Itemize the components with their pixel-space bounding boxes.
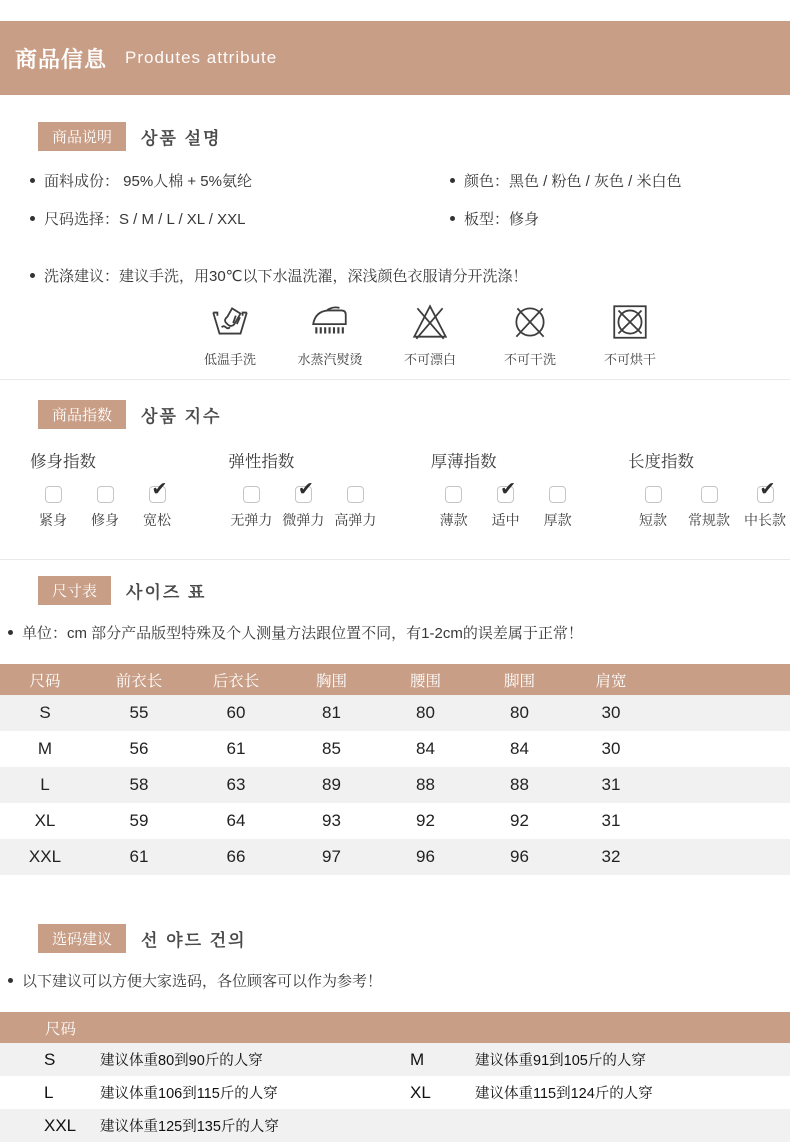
cell: 58	[129, 775, 149, 794]
cell: 80	[416, 703, 435, 722]
cell: 61	[226, 739, 246, 758]
description-korean-title: 상품 설명	[141, 129, 222, 148]
section-head-description	[0, 122, 790, 151]
index-option	[535, 486, 581, 530]
bullet-washing	[0, 265, 790, 286]
table-row	[0, 1076, 790, 1109]
care-label: 不可干洗	[503, 352, 556, 367]
size-table-badge: 尺寸表	[38, 576, 111, 605]
option-label: 厚款	[543, 512, 572, 528]
cell: 61	[129, 847, 149, 866]
col-header-filler	[655, 664, 790, 695]
bullet-text: 尺码选择：S / M / L / XL / XXL	[44, 211, 246, 228]
advice-cell: 建议体重106到115斤的人穿	[100, 1086, 278, 1102]
cell: 85	[322, 739, 341, 758]
cell: 96	[416, 847, 435, 866]
cell: 88	[510, 775, 529, 794]
advice-cell: 建议体重80到90斤的人穿	[100, 1053, 263, 1069]
advice-korean-title: 선 야드 건의	[141, 931, 247, 950]
cell: L	[40, 775, 50, 794]
option-label: 短款	[639, 512, 667, 528]
care-item	[590, 301, 670, 368]
cell-filler	[655, 839, 790, 875]
note-text: 单位：cm 部分产品版型特殊及个人测量方法跟位置不同，有1-2cm的误差属于正常！	[22, 625, 583, 642]
checkbox-icon[interactable]	[445, 486, 462, 503]
cell: 66	[226, 847, 246, 866]
index-option	[483, 486, 529, 530]
bullet-icon	[30, 273, 35, 278]
cell: 30	[601, 703, 621, 722]
col-header: 腰围	[379, 664, 472, 695]
bullet-icon	[8, 630, 13, 635]
option-label: 宽松	[143, 512, 171, 528]
table-row	[0, 767, 790, 803]
bullet-icon	[30, 216, 35, 221]
advice-note	[0, 970, 790, 991]
index-group-title: 弹性指数	[228, 453, 295, 471]
checkbox-icon[interactable]	[701, 486, 718, 503]
care-label: 不可漂白	[403, 352, 456, 367]
table-row	[0, 695, 790, 731]
section-divider	[0, 559, 790, 560]
cell: 97	[322, 847, 341, 866]
cell: M	[37, 739, 53, 758]
checkbox-icon[interactable]	[149, 486, 166, 503]
cell-filler	[655, 731, 790, 767]
index-group-title: 长度指数	[628, 453, 694, 471]
bullet-text: 面料成份： 95%人棉 + 5%氨纶	[44, 173, 252, 190]
steam-iron-icon	[309, 301, 351, 343]
option-label: 常规款	[688, 512, 730, 528]
care-item	[190, 301, 270, 368]
care-item	[490, 301, 570, 368]
index-option	[280, 486, 326, 530]
size-table	[0, 664, 790, 875]
size-cell: XXL	[44, 1115, 77, 1135]
index-group-fit	[30, 448, 228, 530]
banner-title-en: Produtes attribute	[125, 48, 278, 67]
cell: S	[39, 703, 51, 722]
section-divider	[0, 379, 790, 380]
index-option	[228, 486, 274, 530]
index-group-thickness	[431, 448, 628, 530]
size-table-note	[0, 622, 790, 643]
col-header: 后衣长	[188, 664, 284, 695]
index-option	[30, 486, 76, 530]
cell: 31	[601, 811, 621, 830]
size-cell: L	[44, 1082, 54, 1102]
description-bullets	[0, 170, 790, 229]
col-header: 前衣长	[90, 664, 188, 695]
cell: 81	[322, 703, 341, 722]
checkbox-icon[interactable]	[45, 486, 62, 503]
col-header: 脚围	[472, 664, 567, 695]
care-label: 水蒸汽熨烫	[297, 352, 363, 367]
cell: 60	[226, 703, 246, 722]
size-table-korean-title: 사이즈 표	[126, 583, 207, 602]
page-banner	[0, 21, 790, 95]
section-head-advice	[0, 924, 790, 953]
option-label: 薄款	[439, 512, 468, 528]
bullet-icon	[450, 178, 455, 183]
option-label: 高弹力	[334, 512, 377, 528]
cell: 88	[416, 775, 435, 794]
bullet-fabric	[30, 170, 450, 191]
cell: 92	[416, 811, 435, 830]
description-badge: 商品说明	[38, 122, 126, 151]
index-option	[82, 486, 128, 530]
advice-cell: 建议体重91到105斤的人穿	[475, 1053, 646, 1069]
no-tumble-dry-icon	[609, 301, 651, 343]
cell: 31	[601, 775, 621, 794]
cell: 30	[601, 739, 621, 758]
advice-header-row	[0, 1012, 790, 1043]
care-icons-row	[190, 301, 670, 368]
bullet-sizes	[30, 208, 450, 229]
bullet-icon	[30, 178, 35, 183]
index-option	[740, 486, 790, 530]
cell: 55	[129, 703, 149, 722]
bullet-fit	[450, 208, 790, 229]
table-row	[0, 1109, 790, 1142]
index-badge: 商品指数	[38, 400, 126, 429]
bullet-text: 洗涤建议：建议手洗，用30℃以下水温洗濯，深浅颜色衣服请分开洗涤！	[44, 268, 528, 285]
option-label: 紧身	[39, 512, 67, 528]
no-bleach-icon	[409, 301, 451, 343]
table-row	[0, 1043, 790, 1076]
care-item	[290, 301, 370, 368]
cell: 63	[226, 775, 246, 794]
cell-filler	[655, 803, 790, 839]
index-option	[684, 486, 734, 530]
cell: XXL	[28, 847, 62, 866]
advice-table	[0, 1012, 790, 1142]
size-cell: XL	[410, 1082, 431, 1102]
size-cell: M	[410, 1049, 425, 1069]
section-head-index	[0, 400, 790, 429]
banner-title-cn: 商品信息	[15, 46, 108, 72]
cell: 59	[129, 811, 149, 830]
option-label: 无弹力	[230, 512, 273, 528]
cell: 56	[129, 739, 149, 758]
care-label: 低温手洗	[203, 352, 256, 367]
cell: 84	[510, 739, 529, 758]
cell: 96	[510, 847, 529, 866]
checkbox-icon[interactable]	[757, 486, 774, 503]
option-label: 适中	[491, 512, 520, 528]
index-group-length	[628, 448, 790, 530]
index-korean-title: 상품 지수	[141, 407, 222, 426]
cell: 93	[322, 811, 341, 830]
bullet-icon	[450, 216, 455, 221]
index-group-title: 修身指数	[30, 453, 96, 471]
cell: 64	[226, 811, 246, 830]
cell: 92	[510, 811, 529, 830]
option-label: 修身	[91, 512, 119, 528]
index-group-elastic	[228, 448, 430, 530]
index-groups	[0, 448, 790, 530]
checkbox-icon[interactable]	[549, 486, 566, 503]
advice-cell: 建议体重115到124斤的人穿	[475, 1086, 653, 1102]
checkbox-icon[interactable]	[645, 486, 662, 503]
col-header: 尺码	[0, 1012, 790, 1043]
care-label: 不可烘干	[603, 352, 656, 367]
table-row	[0, 731, 790, 767]
bullet-icon	[8, 978, 13, 983]
cell: 32	[601, 847, 621, 866]
hand-wash-icon	[209, 301, 251, 343]
option-label: 微弹力	[282, 512, 325, 528]
bullet-text: 板型：修身	[464, 211, 540, 228]
index-group-title: 厚薄指数	[430, 453, 497, 471]
bullet-color	[450, 170, 790, 191]
size-table-header-row	[0, 664, 790, 695]
size-cell	[410, 1109, 475, 1142]
checkbox-icon[interactable]	[243, 486, 260, 503]
table-row	[0, 803, 790, 839]
top-spacer	[0, 0, 790, 21]
note-text: 以下建议可以方便大家选码，各位顾客可以作为参考！	[22, 973, 383, 990]
cell-filler	[655, 767, 790, 803]
index-option	[332, 486, 378, 530]
no-dry-clean-icon	[509, 301, 551, 343]
cell: XL	[34, 811, 56, 830]
cell: 80	[510, 703, 529, 722]
checkbox-icon[interactable]	[497, 486, 514, 503]
advice-cell: 建议体重125到135斤的人穿	[100, 1119, 279, 1135]
checkbox-icon[interactable]	[97, 486, 114, 503]
table-row	[0, 839, 790, 875]
index-option	[134, 486, 180, 530]
checkbox-icon[interactable]	[295, 486, 312, 503]
size-cell: S	[44, 1049, 56, 1069]
index-option	[431, 486, 477, 530]
checkbox-icon[interactable]	[347, 486, 364, 503]
section-head-size-table	[0, 576, 790, 605]
col-header: 尺码	[0, 664, 90, 695]
cell-filler	[655, 695, 790, 731]
advice-cell	[475, 1109, 790, 1142]
cell: 89	[322, 775, 341, 794]
col-header: 胸围	[284, 664, 379, 695]
advice-badge: 选码建议	[38, 924, 126, 953]
care-item	[390, 301, 470, 368]
col-header: 肩宽	[567, 664, 655, 695]
bullet-text: 颜色：黑色 / 粉色 / 灰色 / 米白色	[464, 173, 682, 190]
cell: 84	[416, 739, 435, 758]
index-option	[628, 486, 678, 530]
option-label: 中长款	[744, 512, 786, 528]
